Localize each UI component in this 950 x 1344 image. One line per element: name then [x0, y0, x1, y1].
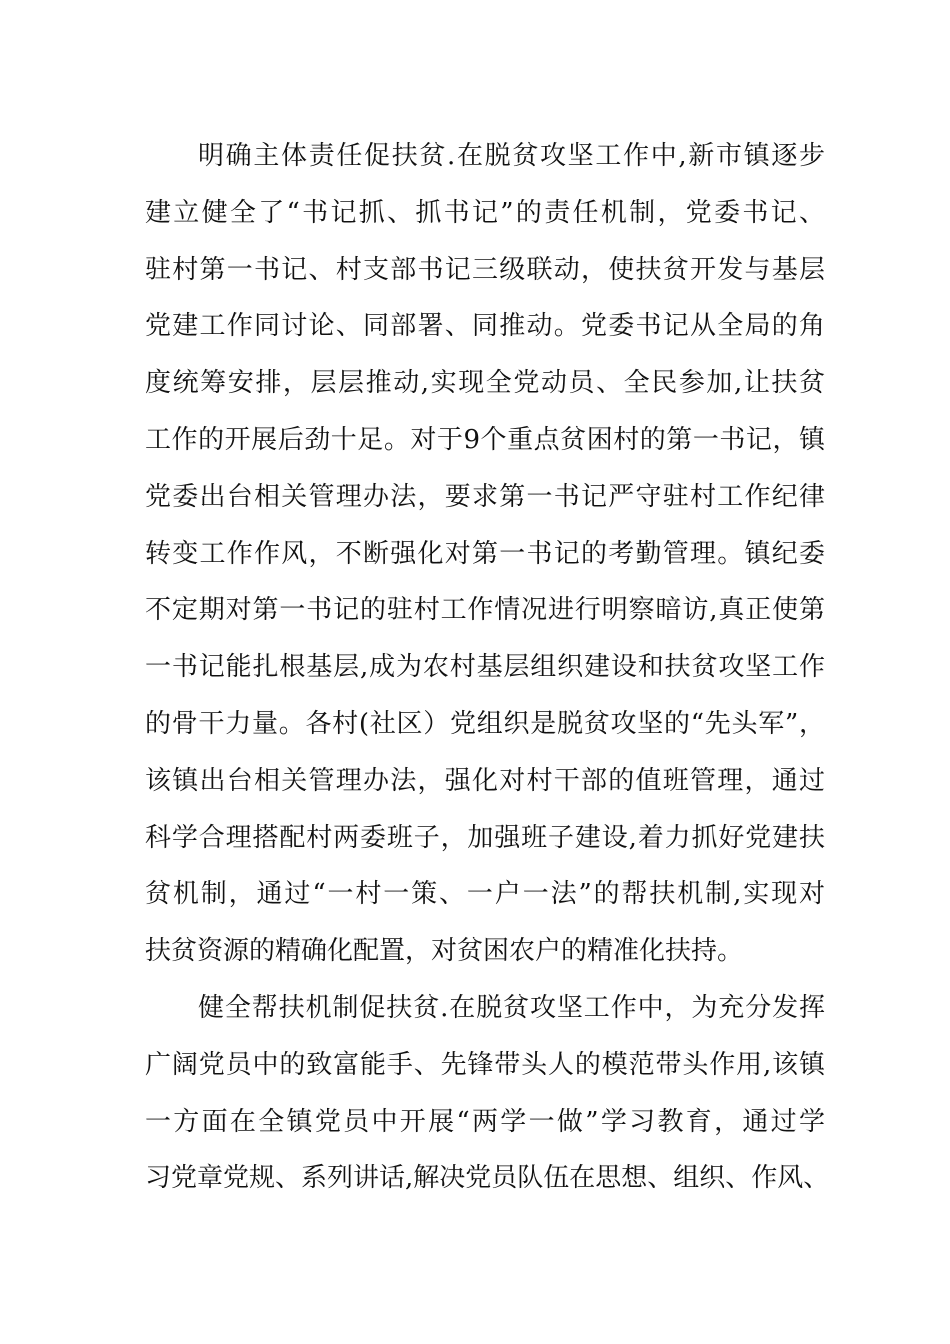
text-line: 习党章党规、系列讲话,解决党员队伍在思想、组织、作风、 [145, 1163, 830, 1194]
paragraph-2 [145, 980, 830, 1207]
text-line: 不定期对第一书记的驻村工作情况进行明察暗访,真正使第 [145, 595, 825, 626]
paragraph-1 [145, 128, 825, 980]
text-line: 科学合理搭配村两委班子，加强班子建设,着力抓好党建扶 [145, 822, 825, 853]
text-line: 贫机制，通过“一村一策、一户一法”的帮扶机制,实现对 [145, 879, 825, 910]
text-line: 党委出台相关管理办法，要求第一书记严守驻村工作纪律 [145, 481, 825, 512]
text-line: 一书记能扎根基层,成为农村基层组织建设和扶贫攻坚工作 [145, 652, 825, 683]
text-line: 转变工作作风，不断强化对第一书记的考勤管理。镇纪委 [145, 538, 825, 569]
text-line: 广阔党员中的致富能手、先锋带头人的模范带头作用,该镇 [145, 1049, 825, 1080]
text-line: 健全帮扶机制促扶贫.在脱贫攻坚工作中，为充分发挥 [198, 992, 825, 1023]
text-line: 明确主体责任促扶贫.在脱贫攻坚工作中,新市镇逐步 [198, 141, 825, 171]
text-line: 驻村第一书记、村支部书记三级联动，使扶贫开发与基层 [145, 254, 825, 285]
text-line: 工作的开展后劲十足。对于9个重点贫困村的第一书记，镇 [145, 424, 825, 455]
text-line: 扶贫资源的精确化配置，对贫困农户的精准化扶持。 [145, 936, 744, 967]
text-line: 一方面在全镇党员中开展“两学一做”学习教育，通过学 [145, 1106, 825, 1137]
text-line: 建立健全了“书记抓、抓书记”的责任机制，党委书记、 [145, 197, 825, 228]
document-body [145, 128, 830, 1207]
text-line: 的骨干力量。各村(社区）党组织是脱贫攻坚的“先头军”， [145, 708, 825, 739]
text-line: 党建工作同讨论、同部署、同推动。党委书记从全局的角 [145, 311, 825, 342]
text-line: 该镇出台相关管理办法，强化对村干部的值班管理，通过 [145, 765, 825, 796]
text-line: 度统筹安排，层层推动,实现全党动员、全民参加,让扶贫 [145, 368, 825, 399]
